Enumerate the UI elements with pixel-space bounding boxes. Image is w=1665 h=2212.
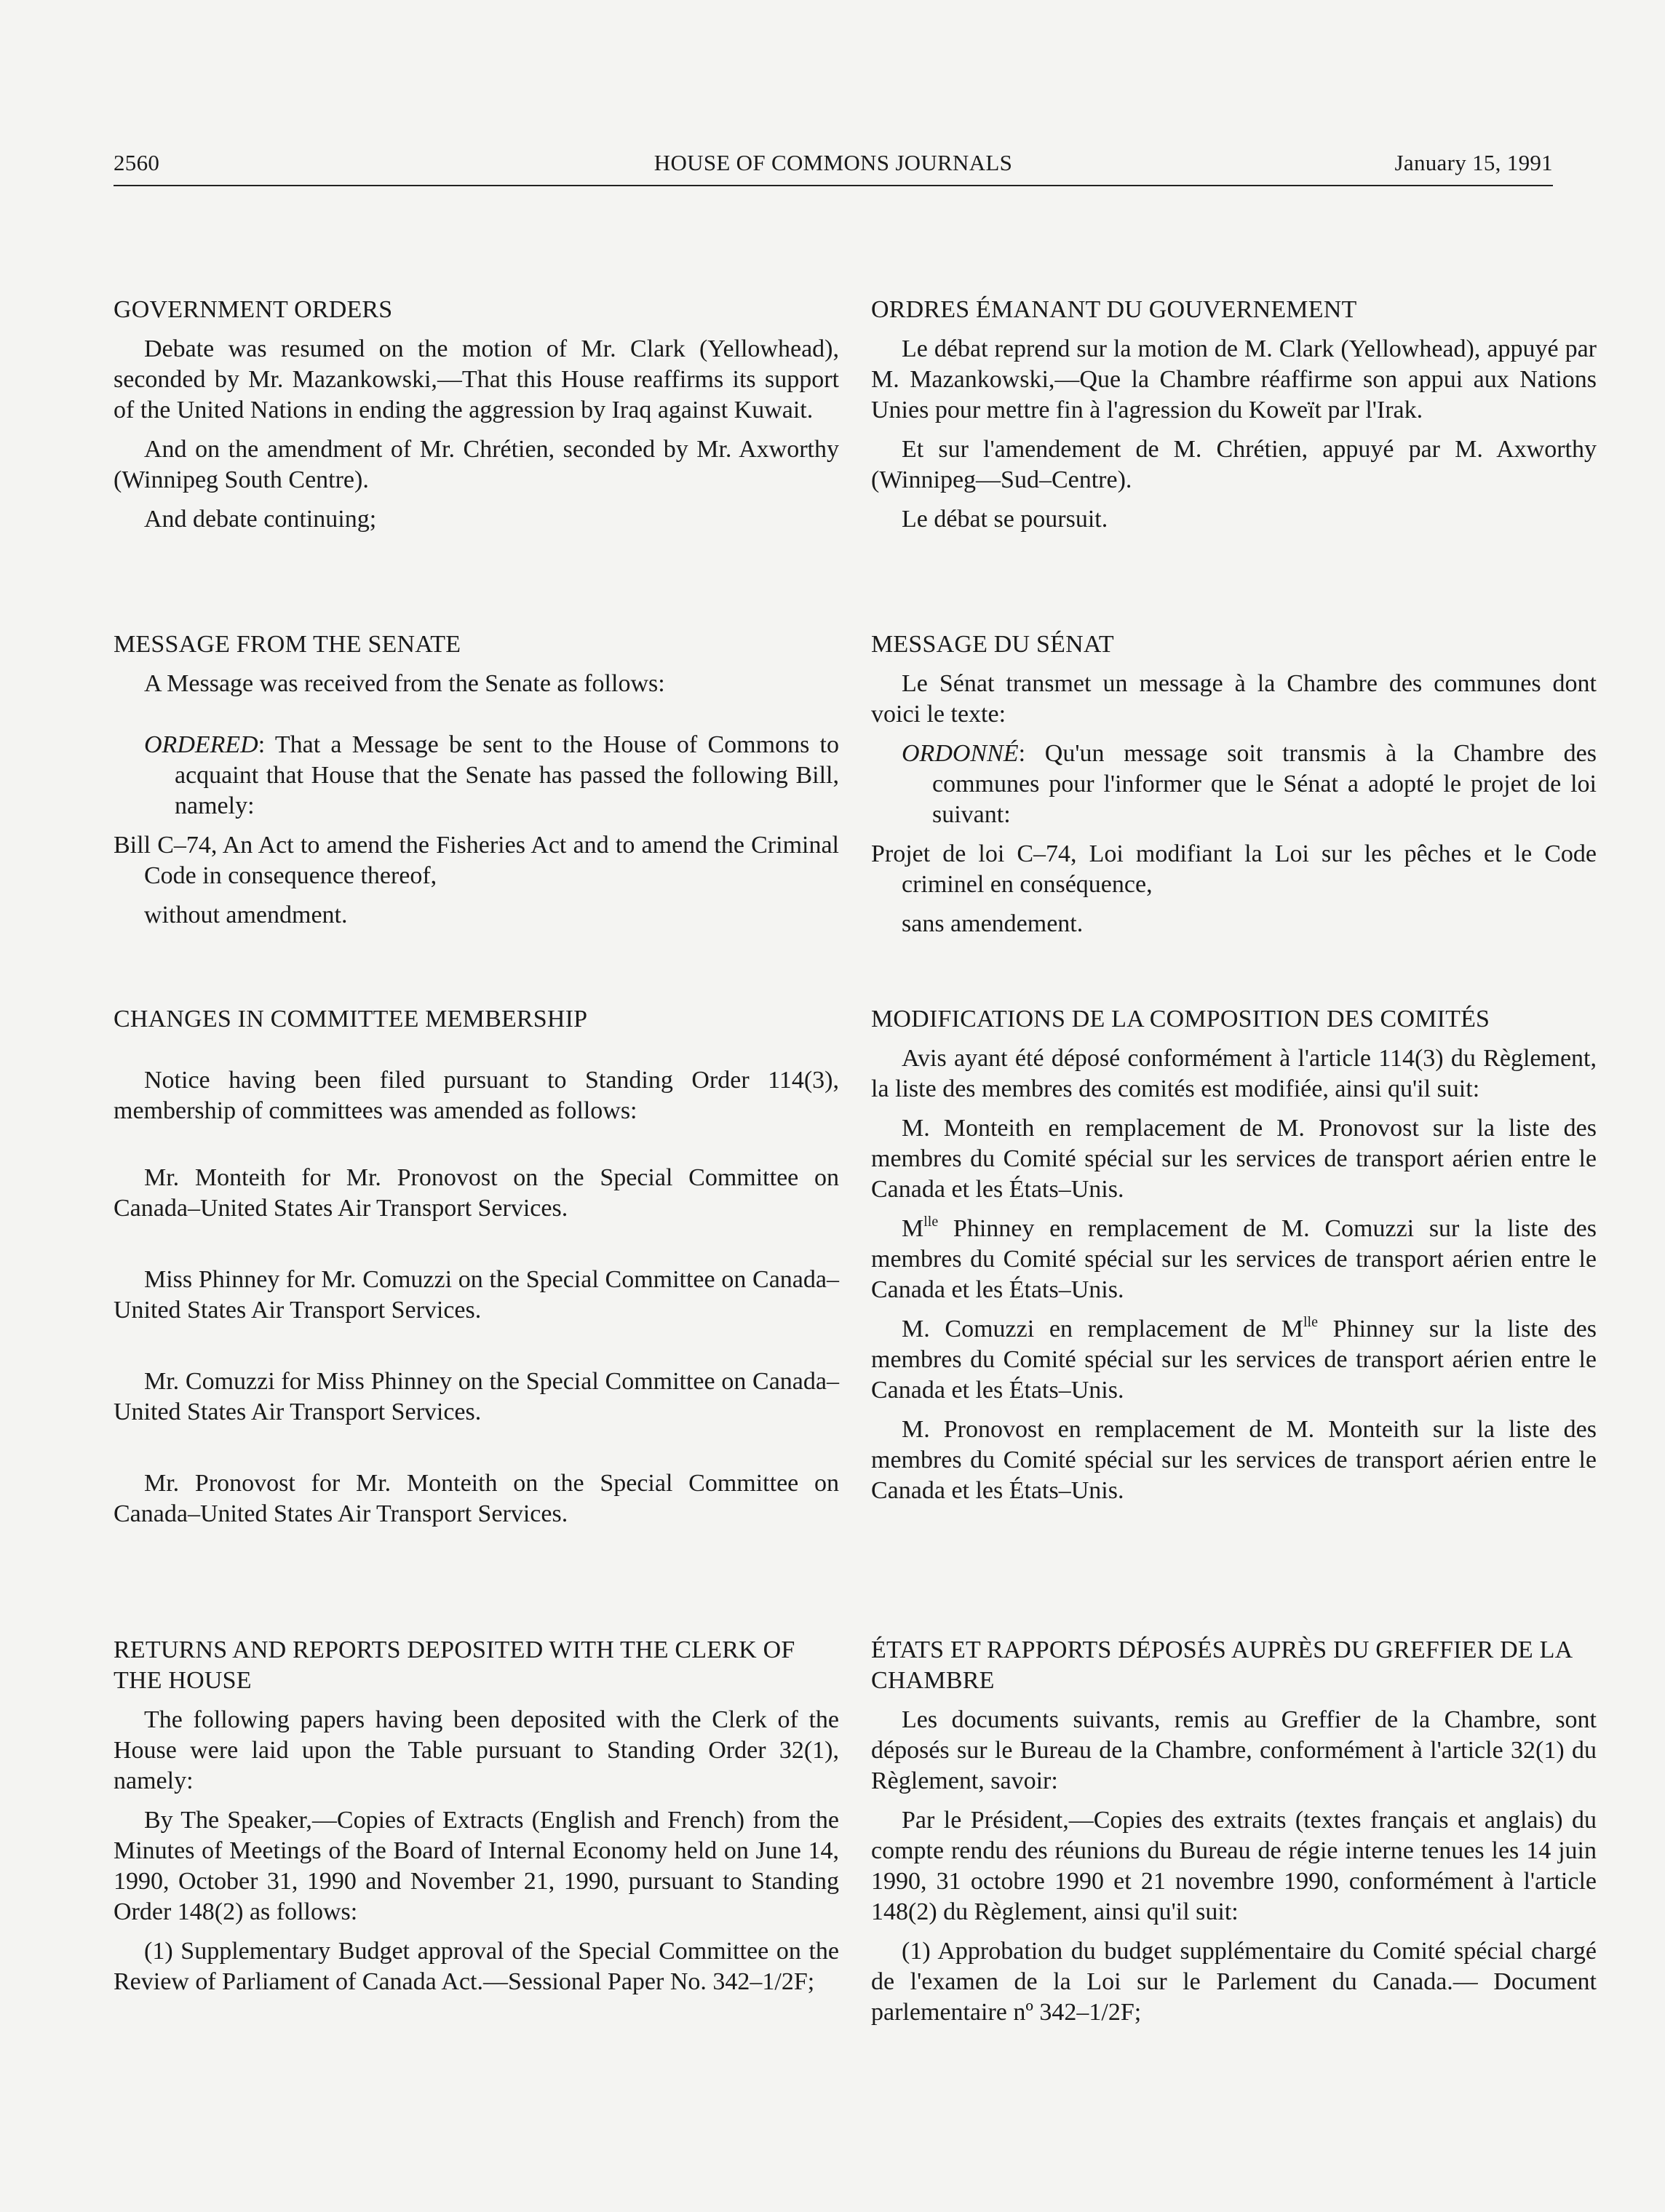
paragraph: By The Speaker,—Copies of Extracts (English and French) from the Minutes of Meetings of the Board of Internal Economy held on June 14, 1990, October 31, 1990 and November 21, 1990, pursuant to Standing Order 148(2) as follows: [114,1807,839,1925]
committee-change: Miss Phinney for Mr. Comuzzi on the Special Committee on Canada–United States Air Transport Services. [114,1266,839,1324]
modifications-composition-section [871,1004,1597,1515]
paragraph: (1) Supplementary Budget approval of the Special Committee on the Review of Parliament of Canada Act.—Sessional Paper No. 342–1/2F; [114,1938,839,1995]
section-heading: ORDRES ÉMANANT DU GOUVERNEMENT [871,296,1357,323]
paragraph: sans amendement. [902,910,1084,937]
paragraph: (1) Approbation du budget supplémentaire du Comité spécial chargé de l'examen de la Loi sur le Parlement du Canada.— Document parlementaire nº 342–1/2F; [871,1938,1597,2026]
message-senat-section [871,629,1597,948]
committee-change: Mr. Monteith for Mr. Pronovost on the Special Committee on Canada–United States Air Transport Services. [114,1164,839,1222]
section-heading: CHANGES IN COMMITTEE MEMBERSHIP [114,1006,588,1033]
committee-change: Mr. Comuzzi for Miss Phinney on the Special Committee on Canada–United States Air Transport Services. [114,1368,839,1425]
government-orders-section [114,295,839,544]
paragraph: Les documents suivants, remis au Greffier de la Chambre, sont déposés sur le Bureau de la Chambre, conformément à l'article 32(1) du Règlement, savoir: [871,1706,1597,1794]
section-heading: ÉTATS ET RAPPORTS DÉPOSÉS AUPRÈS DU GREFFIER DE LA CHAMBRE [871,1636,1572,1694]
committee-change: M. Pronovost en remplacement de M. Monteith sur la liste des membres du Comité spécial sur les services de transport aérien entre le Canada et les États–Unis. [871,1416,1597,1504]
paragraph: Notice having been filed pursuant to Standing Order 114(3), membership of committees was amended as follows: [114,1067,839,1124]
returns-reports-section [114,1635,839,2006]
ordres-gouvernement-section [871,295,1597,544]
ordonne-paragraph [871,739,1597,830]
section-heading: GOVERNMENT ORDERS [114,296,393,323]
paragraph: without amendment. [144,902,348,928]
committee-membership-section [114,1004,839,1538]
committee-change: Mr. Pronovost for Mr. Monteith on the Special Committee on Canada–United States Air Transport Services. [114,1470,839,1527]
ordered-text: : That a Message be sent to the House of Commons to acquaint that House that the Senate has passed the following Bill, namely: [175,731,839,819]
page-date: January 15, 1991 [1394,150,1553,175]
bill-paragraph: Projet de loi C–74, Loi modifiant la Loi sur les pêches et le Code criminel en conséquence, [871,840,1597,898]
page-header [114,150,1553,186]
bill-paragraph: Bill C–74, An Act to amend the Fisheries Act and to amend the Criminal Code in consequence thereof, [114,832,839,889]
paragraph: Le débat se poursuit. [902,506,1108,533]
paragraph: And debate continuing; [144,506,377,533]
paragraph: Le Sénat transmet un message à la Chambre des communes dont voici le texte: [871,670,1597,728]
message-senate-section [114,629,839,939]
paragraph: And on the amendment of Mr. Chrétien, seconded by Mr. Axworthy (Winnipeg South Centre). [114,436,839,493]
section-heading: MODIFICATIONS DE LA COMPOSITION DES COMITÉS [871,1006,1490,1033]
committee-change: M. Comuzzi en remplacement de $M^{lle}$ Phinney sur la liste des membres du Comité spécial sur les services de transport aérien entre le Canada et les États–Unis. [871,1314,1597,1404]
paragraph: Par le Président,—Copies des extraits (textes français et anglais) du compte rendu des réunions du Bureau de régie interne tenues les 14 juin 1990, 31 octobre 1990 et 21 novembre 1990, conformément à l'article 148(2) du Règlement, ainsi qu'il suit: [871,1807,1597,1925]
section-heading: MESSAGE FROM THE SENATE [114,631,461,658]
paragraph: A Message was received from the Senate as follows: [144,670,665,697]
ordered-label: ORDERED [144,731,258,758]
page-number: 2560 [114,150,160,175]
etats-rapports-section [871,1635,1597,2037]
committee-change: $M^{lle}$ Phinney en remplacement de M. Comuzzi sur la liste des membres du Comité spécial sur les services de transport aérien entre le Canada et les États–Unis. [871,1214,1597,1303]
section-heading: RETURNS AND REPORTS DEPOSITED WITH THE CLERK OF THE HOUSE [114,1636,795,1694]
paragraph: Debate was resumed on the motion of Mr. Clark (Yellowhead), seconded by Mr. Mazankowski,—That this House reaffirms its support of the United Nations in ending the aggression by Iraq against Kuwait. [114,335,839,423]
paragraph: Avis ayant été déposé conformément à l'article 114(3) du Règlement, la liste des membres des comités est modifiée, ainsi qu'il suit: [871,1045,1597,1102]
ordonne-label: ORDONNÉ [902,740,1019,767]
section-heading: MESSAGE DU SÉNAT [871,631,1114,658]
paragraph: Et sur l'amendement de M. Chrétien, appuyé par M. Axworthy (Winnipeg—Sud–Centre). [871,436,1597,493]
paragraph: Le débat reprend sur la motion de M. Clark (Yellowhead), appuyé par M. Mazankowski,—Que la Chambre réaffirme son appui aux Nations Unies pour mettre fin à l'agression du Koweït par l'Irak. [871,335,1597,423]
ordonne-text: : Qu'un message soit transmis à la Chambre des communes pour l'informer que le Sénat a adopté le projet de loi suivant: [932,740,1597,828]
paragraph: The following papers having been deposited with the Clerk of the House were laid upon the Table pursuant to Standing Order 32(1), namely: [114,1706,839,1794]
ordered-paragraph [114,730,839,821]
committee-change: M. Monteith en remplacement de M. Pronovost sur la liste des membres du Comité spécial sur les services de transport aérien entre le Canada et les États–Unis. [871,1115,1597,1203]
journal-title: HOUSE OF COMMONS JOURNALS [653,150,1013,175]
